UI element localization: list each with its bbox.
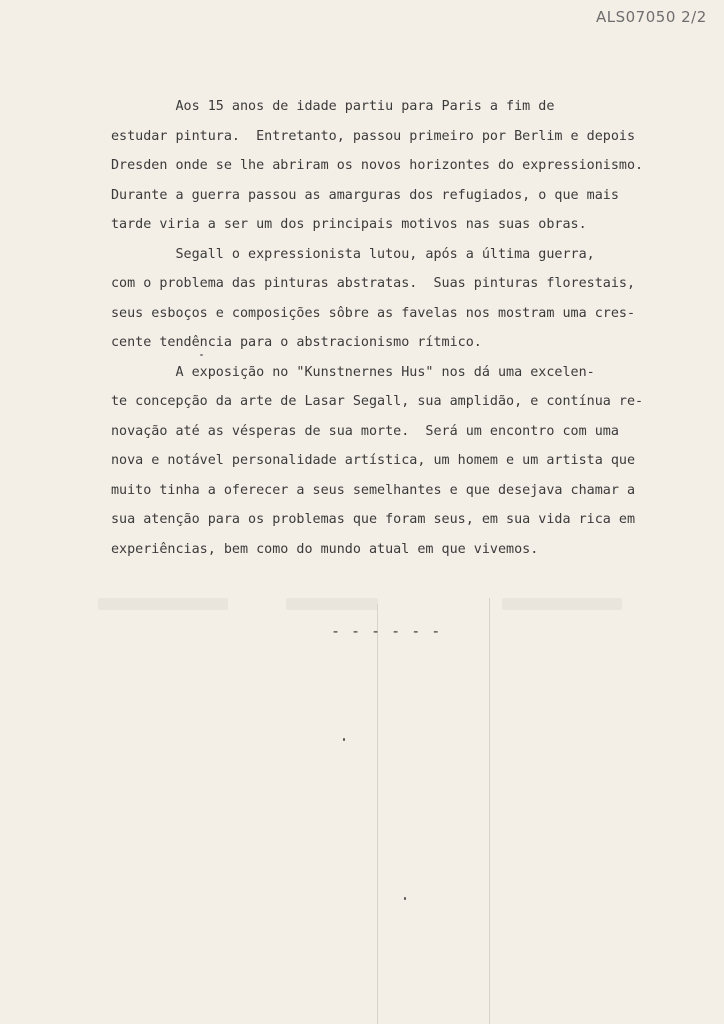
paragraph-2-line-2: com o problema das pinturas abstratas. Suas pinturas florestais, xyxy=(111,276,636,291)
ink-speck xyxy=(200,354,203,356)
paragraph-3-line-7: experiências, bem como do mundo atual em que vivemos. xyxy=(111,541,539,557)
paragraph-3-line-1: A exposição no "Kunstnernes Hus" nos dá uma excelen- xyxy=(111,364,595,380)
paragraph-1-line-2: estudar pintura. Entretanto, passou primeiro por Berlim e depois xyxy=(111,128,636,144)
paragraph-1-line-1: Aos 15 anos de idade partiu para Paris a fim de xyxy=(111,99,555,114)
paragraph-2-line-1: Segall o expressionista lutou, após a última guerra, xyxy=(111,246,595,262)
paragraph-1-line-4: Durante a guerra passou as amarguras dos refugiados, o que mais xyxy=(111,187,619,203)
show-through-mark xyxy=(286,598,378,610)
paragraph-3-line-5: muito tinha a oferecer a seus semelhantes e que desejava chamar a xyxy=(111,482,636,498)
show-through-mark xyxy=(98,598,228,610)
ink-speck xyxy=(404,897,406,900)
archive-reference-note: ALS07050 2/2 xyxy=(596,8,707,26)
paper-crease xyxy=(377,604,378,1024)
paragraph-1-line-5: tarde viria a ser um dos principais motivos nas suas obras. xyxy=(111,217,587,232)
paragraph-2-line-3: seus esboços e composições sôbre as favelas nos mostram uma cres- xyxy=(111,305,636,321)
paragraph-1-line-3: Dresden onde se lhe abriram os novos horizontes do expressionismo. xyxy=(111,158,644,173)
paper-crease xyxy=(489,598,490,1024)
document-body xyxy=(111,92,701,564)
ink-speck xyxy=(343,738,345,741)
paragraph-3-line-2: te concepção da arte de Lasar Segall, sua amplidão, e contínua re- xyxy=(111,394,644,409)
paragraph-3-line-4: nova e notável personalidade artística, um homem e um artista que xyxy=(111,453,636,468)
show-through-mark xyxy=(502,598,622,610)
paragraph-3-line-6: sua atenção para os problemas que foram seus, em sua vida rica em xyxy=(111,512,636,527)
end-separator: - - - - - - xyxy=(331,622,442,640)
paragraph-2-line-4: cente tendência para o abstracionismo rítmico. xyxy=(111,335,482,350)
paragraph-3-line-3: novação até as vésperas de sua morte. Será um encontro com uma xyxy=(111,423,619,439)
